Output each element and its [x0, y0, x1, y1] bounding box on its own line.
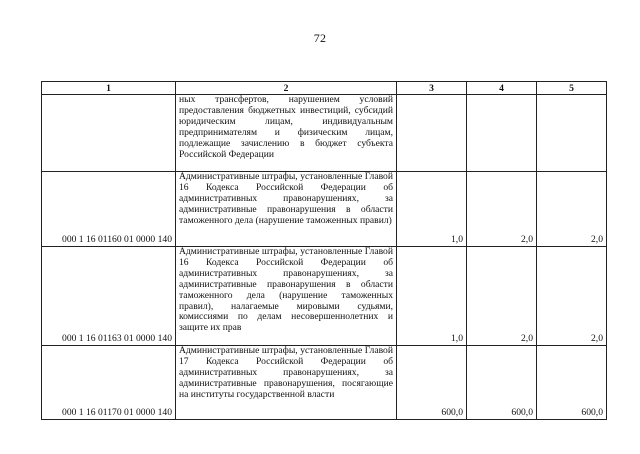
row-value-col3: 600,0 — [397, 346, 467, 420]
row-value-col4: 2,0 — [467, 247, 537, 346]
row-code: 000 1 16 01160 01 0000 140 — [42, 172, 176, 247]
column-header-5: 5 — [537, 82, 607, 95]
row-value-col5: 2,0 — [537, 247, 607, 346]
row-description: Административные штрафы, установленные Главой 17 Кодекса Российской Федерации об административных правонарушениях, за административные правонарушения, посягающие на институты государственной власти — [176, 346, 397, 420]
column-header-4: 4 — [467, 82, 537, 95]
row-description: Административные штрафы, установленные Главой 16 Кодекса Российской Федерации об административных правонарушениях, за административные правонарушения в области таможенного дела (нарушение таможенных правил), налагаемые мировыми судьями, комиссиями по делам несовершеннолетних и защите их прав — [176, 247, 397, 346]
row-value-col3 — [397, 95, 467, 172]
row-value-col5: 600,0 — [537, 346, 607, 420]
table-row — [42, 247, 607, 346]
row-value-col4: 2,0 — [467, 172, 537, 247]
column-header-3: 3 — [397, 82, 467, 95]
row-value-col3: 1,0 — [397, 172, 467, 247]
table-row — [42, 95, 607, 172]
row-value-col4 — [467, 95, 537, 172]
page-number: 72 — [313, 31, 327, 45]
row-description: ных трансфертов, нарушением условий предоставления бюджетных инвестиций, субсидий юридическим лицам, индивидуальным предпринимателям и физическим лицам, подлежащие зачислению в бюджет субъекта Российской Федерации — [176, 95, 397, 172]
budget-revenue-table — [41, 81, 607, 420]
table-header-row — [42, 82, 607, 95]
row-value-col4: 600,0 — [467, 346, 537, 420]
row-code — [42, 95, 176, 172]
table-row — [42, 172, 607, 247]
row-value-col5: 2,0 — [537, 172, 607, 247]
row-value-col3: 1,0 — [397, 247, 467, 346]
column-header-1: 1 — [42, 82, 176, 95]
table-row — [42, 346, 607, 420]
row-value-col5 — [537, 95, 607, 172]
row-description: Административные штрафы, установленные Главой 16 Кодекса Российской Федерации об административных правонарушениях, за административные правонарушения в области таможенного дела (нарушение таможенных правил) — [176, 172, 397, 247]
row-code: 000 1 16 01170 01 0000 140 — [42, 346, 176, 420]
row-code: 000 1 16 01163 01 0000 140 — [42, 247, 176, 346]
column-header-2: 2 — [176, 82, 397, 95]
